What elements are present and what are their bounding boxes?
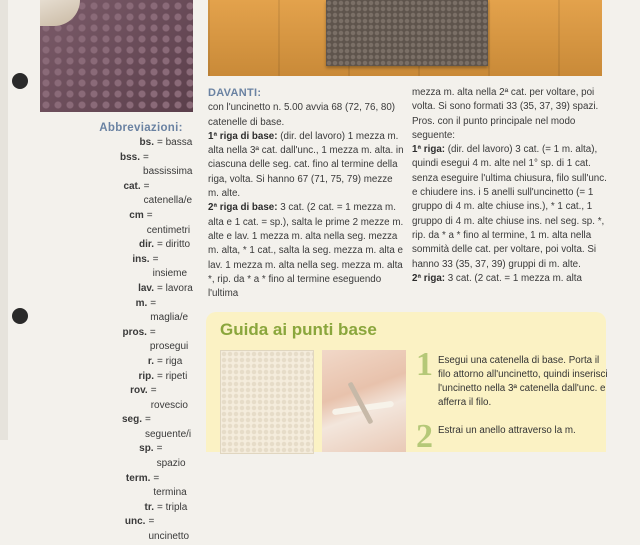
abbreviation-row	[40, 209, 194, 238]
continuation-text: mezza m. alta nella 2ª cat. per voltare, poi volta. Si sono formati 33 (35, 37, 39) spazi. Pros. con il punto principale nel modo seguente:	[412, 87, 599, 141]
stitch-detail-photo	[40, 0, 193, 112]
abbreviation-row	[40, 355, 194, 370]
section-heading: DAVANTI:	[208, 87, 262, 99]
abbreviation-value: = uncinetto	[148, 516, 190, 543]
swatch-photo	[220, 350, 314, 454]
row-label: 1ª riga di base:	[208, 130, 278, 142]
abbreviation-key: r.	[147, 355, 154, 367]
abbreviations-title: Abbreviazioni:	[99, 122, 183, 134]
abbreviation-row	[40, 384, 194, 413]
row-label: 1ª riga:	[412, 144, 446, 156]
guide-title: Guida ai punti base	[220, 320, 377, 339]
abbreviation-value: = tripla	[157, 501, 188, 513]
abbreviation-key: m.	[135, 297, 148, 309]
abbreviation-value: = insieme	[152, 253, 188, 280]
abbreviation-value: = bassa	[157, 137, 193, 148]
abbreviation-key: cat.	[123, 180, 141, 192]
page-edge	[0, 0, 8, 440]
step-number: 1	[416, 346, 433, 383]
abbreviation-key: bss.	[120, 151, 141, 163]
abbreviation-key: rov.	[130, 385, 148, 397]
knitted-swatch-photo	[208, 0, 602, 76]
abbreviation-row	[40, 238, 194, 253]
abbreviation-key: ins.	[132, 253, 150, 265]
swatch	[326, 0, 488, 66]
row-label: 2ª riga di base:	[208, 202, 278, 214]
hands-crochet-photo	[322, 350, 406, 452]
abbreviation-row	[40, 297, 194, 326]
abbreviation-row	[40, 282, 194, 297]
row-text: 3 cat. (2 cat. = 1 mezza m. alta e 1 cat. = sp.), salta le prime 2 mezze m. alte e lav. 1 mezza m. alta nella seg. mezza m. alta, * 1 cat., salta la seg. mezza m. alta e lav. 1 mezza m. alta nella seg. mezza m. alta *, rip. da * a * fino al termine eseguendo l'ultima	[208, 202, 404, 300]
abbreviation-key: cm	[129, 209, 144, 221]
row-text: (dir. del lavoro) 1 mezza m. alta nella 3ª cat. dall'unc., 1 mezza m. alta. in ciascuna delle seg. cat. fino al termine della riga, volta. Si hanno 67 (71, 75, 79) mezze m. alte.	[208, 130, 404, 200]
abbreviation-key: seg.	[121, 414, 142, 426]
abbreviation-key: pros.	[122, 326, 147, 338]
abbreviation-key: tr.	[144, 501, 154, 513]
abbreviation-value: = catenella/e	[143, 180, 193, 207]
row-text: 3 cat. (2 cat. = 1 mezza m. alta	[445, 272, 582, 284]
abbreviation-value: = centimetri	[146, 209, 191, 236]
abbreviation-row	[40, 442, 194, 471]
abbreviation-key: sp.	[139, 443, 154, 455]
abbreviation-row	[40, 326, 194, 355]
abbreviation-row	[40, 472, 194, 501]
abbreviation-key: rip.	[138, 370, 154, 382]
instructions-column-2	[412, 86, 610, 286]
abbreviation-row	[40, 253, 194, 282]
abbreviation-key: bs.	[139, 137, 154, 148]
photo-corner	[40, 0, 80, 26]
abbreviation-row	[40, 413, 194, 442]
abbreviation-key: term.	[125, 472, 151, 484]
abbreviation-row	[40, 515, 194, 544]
step-number: 2	[416, 418, 433, 455]
abbreviation-key: unc.	[124, 516, 146, 528]
abbreviation-key: lav.	[138, 282, 154, 294]
abbreviation-value: = spazio	[156, 443, 186, 470]
row-text: (dir. del lavoro) 3 cat. (= 1 m. alta), quindi esegui 4 m. alte nel 1° sp. di 1 cat. senza eseguire l'ultima chiusura, filo sull'unc. e chiudere ins. i 5 anelli sull'uncinetto (= 1 gruppo di 4 m. alte chiuse ins.), * 1 cat., 1 gruppo di 4 m. alte chiuse ins. nel seg. sp. *, rip. da * a * fino al termine, 1 m. alta nella sommità delle cat. per voltare, poi volta. Si hanno 33 (35, 37, 39) gruppi di m. alte.	[412, 144, 607, 270]
abbreviation-row	[40, 180, 194, 209]
abbreviation-row	[40, 370, 194, 385]
abbreviation-value: = maglia/e	[150, 297, 189, 324]
abbreviation-value: = prosegui	[149, 326, 189, 353]
abbreviation-value: = diritto	[157, 239, 191, 251]
abbreviation-key: dir.	[138, 239, 154, 251]
instructions-column-1	[208, 86, 404, 301]
abbreviation-row	[40, 136, 194, 151]
row-label: 2ª riga:	[412, 272, 446, 284]
abbreviation-row	[40, 501, 194, 516]
abbreviation-value: = lavora	[157, 282, 193, 294]
step-text: Esegui una catenella di base. Porta il filo attorno all'uncinetto, quindi inserisci l'uncinetto nella 3ª catenella dall'unc. e afferra il filo.	[438, 355, 608, 408]
abbreviations-list	[40, 136, 194, 545]
step-text: Estrai un anello attraverso la m.	[438, 425, 576, 436]
abbreviation-value: = ripeti	[157, 370, 188, 382]
intro-text: con l'uncinetto n. 5.00 avvia 68 (72, 76, 80) catenelle di base.	[208, 102, 396, 128]
abbreviation-row	[40, 151, 194, 180]
abbreviation-value: = seguente/i	[145, 414, 192, 440]
abbreviation-value: = rovescio	[150, 385, 188, 411]
abbreviation-value: = bassissima	[143, 151, 193, 178]
abbreviation-value: = riga	[157, 355, 183, 367]
binder-hole	[12, 308, 28, 324]
binder-hole	[12, 73, 28, 89]
abbreviation-value: = termina	[153, 472, 187, 499]
stitch-guide-box	[206, 312, 608, 455]
